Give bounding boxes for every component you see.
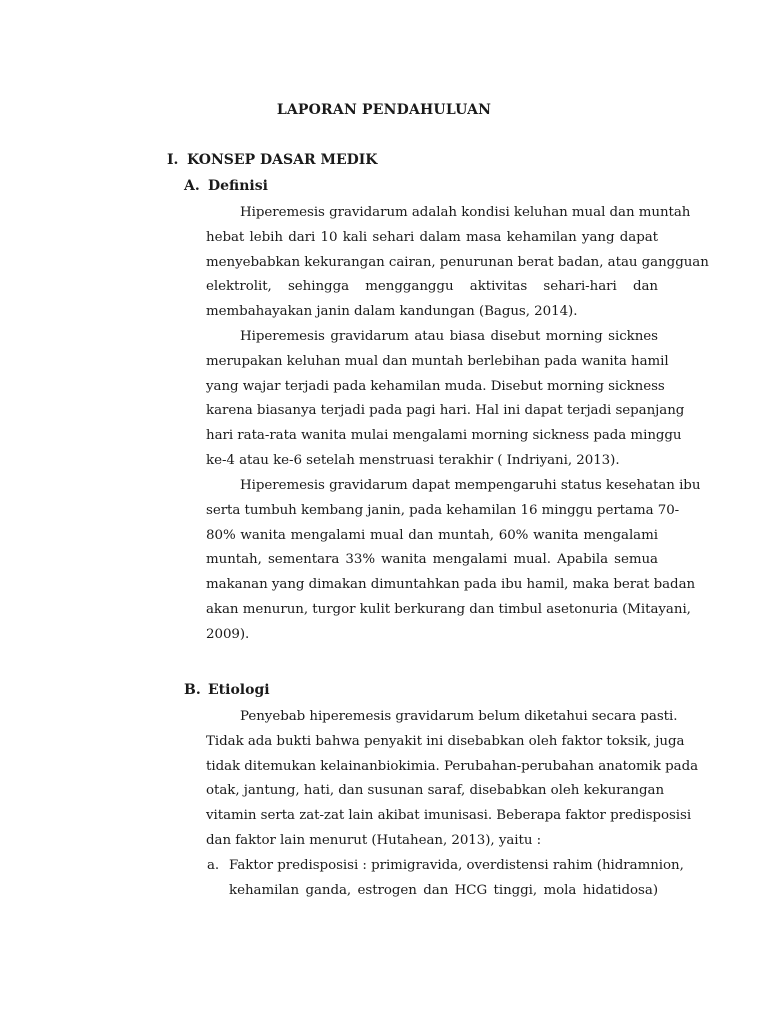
text-line: Hiperemesis gravidarum dapat mempengaruhi status kesehatan ibu (240, 478, 701, 493)
paragraph-etiologi-1 (206, 705, 699, 854)
text-line: Tidak ada bukti bahwa penyakit ini disebabkan oleh faktor toksik, juga (206, 733, 685, 749)
subheading-letter: A. (184, 178, 200, 194)
section-heading-konsep-dasar-medik (167, 152, 377, 168)
text-line: 2009). (206, 626, 250, 642)
paragraph-definisi-1 (206, 201, 709, 325)
text-line: Hiperemesis gravidarum adalah kondisi keluhan mual dan muntah (240, 205, 691, 220)
subheading-definisi (184, 178, 268, 194)
text-line: makanan yang dimakan dimuntahkan pada ibu hamil, maka berat badan (206, 577, 696, 593)
subheading-title: Etiologi (208, 682, 270, 698)
text-line: Penyebab hiperemesis gravidarum belum diketahui secara pasti. (240, 709, 678, 724)
text-line: 80% wanita mengalami mual dan muntah, 60% wanita mengalami (206, 527, 658, 543)
text-line: karena biasanya terjadi pada pagi hari. Hal ini dapat terjadi sepanjang (206, 403, 685, 419)
text-line: hari rata-rata wanita mulai mengalami morning sickness pada minggu (206, 428, 682, 444)
list-item-text (229, 854, 684, 904)
subheading-title: Definisi (208, 178, 268, 194)
text-line: menyebabkan kekurangan cairan, penurunan berat badan, atau gangguan (206, 254, 709, 270)
text-line: Hiperemesis gravidarum atau biasa disebut morning sicknes (240, 329, 658, 344)
paragraph-definisi-2 (206, 325, 685, 474)
text-line: Faktor predisposisi : primigravida, overdistensi rahim (hidramnion, (229, 858, 684, 873)
list-marker: a. (207, 858, 220, 873)
text-line: otak, jantung, hati, dan susunan saraf, disebabkan oleh kekurangan (206, 783, 665, 799)
text-line: elektrolit, sehingga mengganggu aktivitas sehari-hari dan (206, 279, 658, 295)
text-line: merupakan keluhan mual dan muntah berlebihan pada wanita hamil (206, 353, 669, 369)
paragraph-definisi-3 (206, 474, 701, 648)
text-line: hebat lebih dari 10 kali sehari dalam masa kehamilan yang dapat (206, 229, 658, 245)
document-title: LAPORAN PENDAHULUAN (276, 102, 492, 118)
subheading-etiologi (184, 682, 270, 698)
text-line: yang wajar terjadi pada kehamilan muda. Disebut morning sickness (206, 378, 665, 394)
text-line: akan menurun, turgor kulit berkurang dan timbul asetonuria (Mitayani, (206, 601, 691, 617)
text-line: kehamilan ganda, estrogen dan HCG tinggi, mola hidatidosa) (229, 882, 658, 898)
subheading-letter: B. (184, 682, 201, 698)
text-line: tidak ditemukan kelainanbiokimia. Perubahan-perubahan anatomik pada (206, 758, 699, 774)
text-line: serta tumbuh kembang janin, pada kehamilan 16 minggu pertama 70- (206, 502, 680, 518)
text-line: muntah, sementara 33% wanita mengalami mual. Apabila semua (206, 552, 658, 568)
text-line: vitamin serta zat-zat lain akibat imunisasi. Beberapa faktor predisposisi (206, 808, 692, 824)
section-title: KONSEP DASAR MEDIK (187, 152, 378, 168)
text-line: ke-4 atau ke-6 setelah menstruasi terakhir ( Indriyani, 2013). (206, 452, 620, 468)
section-number: I. (167, 152, 179, 168)
text-line: dan faktor lain menurut (Hutahean, 2013), yaitu : (206, 832, 542, 848)
text-line: membahayakan janin dalam kandungan (Bagus, 2014). (206, 304, 578, 320)
